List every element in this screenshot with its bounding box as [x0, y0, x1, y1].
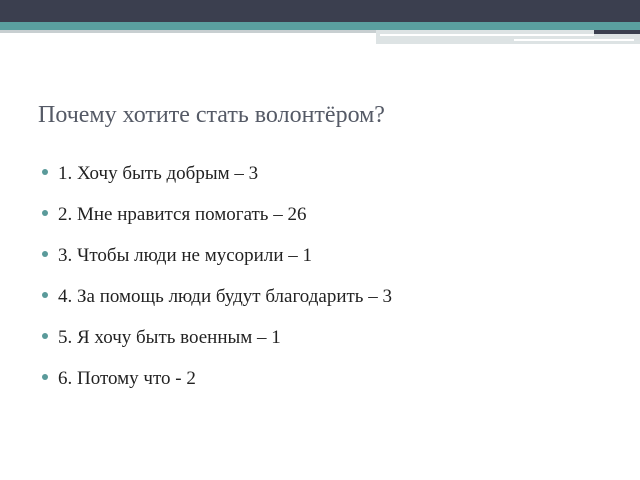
bullet-dot-icon	[42, 374, 48, 380]
answer-list	[42, 160, 392, 406]
list-item-text: 4. За помощь люди будут благодарить – 3	[58, 286, 392, 307]
list-item-text: 5. Я хочу быть военным – 1	[58, 327, 281, 348]
list-item	[42, 242, 392, 283]
header-band-stub	[594, 30, 640, 34]
slide-title: Почему хотите стать волонтёром?	[38, 102, 385, 128]
list-item-text: 1. Хочу быть добрым – 3	[58, 163, 259, 184]
header-band-grey-left	[0, 30, 376, 33]
header-band-dark	[0, 0, 640, 22]
bullet-dot-icon	[42, 169, 48, 175]
bullet-dot-icon	[42, 333, 48, 339]
header-line-decoration-2	[514, 39, 634, 41]
list-item-text: 6. Потому что - 2	[58, 368, 196, 389]
header-line-decoration	[380, 34, 594, 36]
list-item	[42, 365, 392, 406]
list-item-text: 3. Чтобы люди не мусорили – 1	[58, 245, 313, 266]
list-item-text: 2. Мне нравится помогать – 26	[58, 204, 307, 225]
bullet-dot-icon	[42, 251, 48, 257]
list-item	[42, 160, 392, 201]
bullet-dot-icon	[42, 292, 48, 298]
bullet-dot-icon	[42, 210, 48, 216]
list-item	[42, 283, 392, 324]
header-band-teal	[0, 22, 640, 30]
list-item	[42, 201, 392, 242]
list-item	[42, 324, 392, 365]
